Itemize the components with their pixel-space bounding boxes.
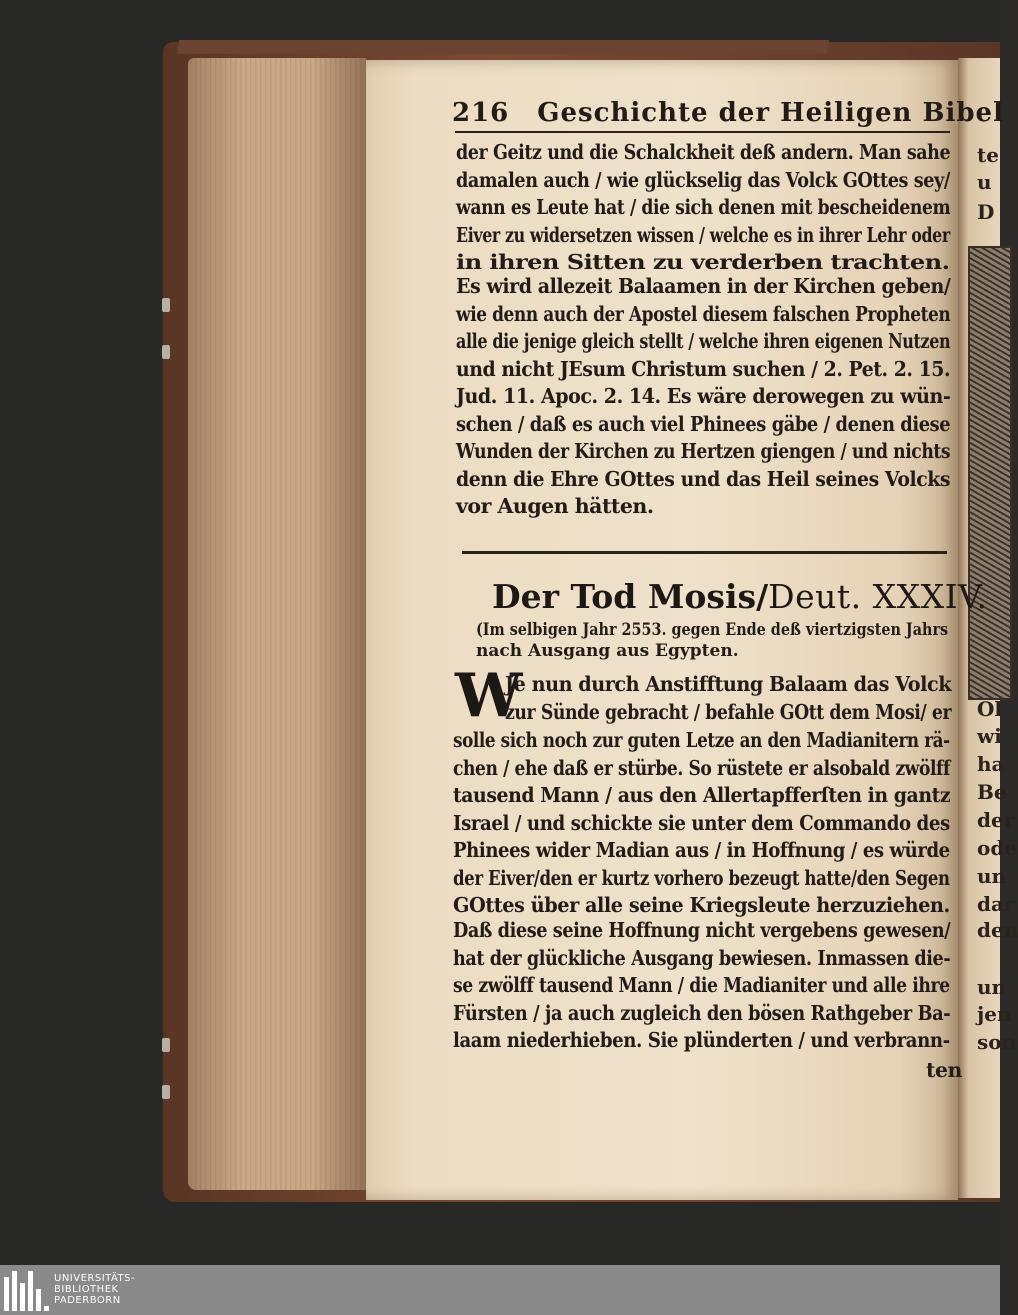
text-line: damalen auch / wie glückselig das Volck GOttes sey/	[456, 167, 950, 192]
right-page-text-fragment: dar	[977, 892, 1015, 916]
header-rule	[455, 131, 950, 133]
clasp-icon	[162, 1038, 170, 1052]
right-page-text-fragment: Be	[977, 780, 1007, 804]
right-page	[958, 58, 1003, 1198]
right-page-text-fragment: u	[977, 170, 992, 194]
text-line: Phinees wider Madian aus / in Hoffnung / es würde	[453, 838, 950, 862]
right-page-text-fragment: te	[977, 143, 999, 167]
text-line: tausend Mann / aus den Allertapfferſten in gantz	[453, 783, 951, 807]
catchword: ten	[926, 1058, 962, 1082]
text-line: GOttes über alle seine Kriegsleute herzuziehen.	[453, 893, 950, 917]
text-line: und nicht JEsum Christum suchen / 2. Pet. 2. 15.	[456, 356, 951, 381]
library-name-line: UNIVERSITÄTS-	[54, 1273, 136, 1284]
text-line: denn die Ehre GOttes und das Heil seines Volcks	[456, 466, 951, 491]
running-header	[452, 98, 1004, 128]
section-title-fraktur: Der Tod Mosis/	[492, 577, 769, 616]
page-edges	[188, 58, 366, 1190]
text-line: der Eiver/den er kurtz vorhero bezeugt hatte/den Segen	[453, 865, 950, 890]
right-page-text-fragment: ode	[977, 836, 1018, 860]
right-page-text-fragment: wi	[977, 724, 1002, 748]
text-line: hat der glückliche Ausgang bewiesen. Inmassen die-	[453, 945, 951, 970]
clasp-icon	[162, 298, 170, 312]
section-divider	[462, 551, 947, 554]
text-line: (Im selbigen Jahr 2553. gegen Ende deß viertzigsten Jahrs	[476, 620, 949, 640]
text-line: Israel / und schickte sie unter dem Commando des	[453, 810, 950, 835]
text-line: Es wird allezeit Balaamen in der Kirchen geben/	[456, 274, 951, 298]
text-line: wann es Leute hat / die sich denen mit bescheidenem	[456, 195, 951, 219]
text-line: chen / ehe daß er stürbe. So rüstete er alsobald zwölff	[453, 755, 950, 780]
text-line: Wunden der Kirchen zu Hertzen giengen / und nichts	[456, 439, 951, 463]
text-line: Eiver zu widersetzen wissen / welche es in ihrer Lehr oder	[456, 222, 950, 247]
right-page-text-fragment: Ol	[977, 697, 1003, 721]
right-page-text-fragment: den	[977, 918, 1018, 942]
library-name-line: PADERBORN	[54, 1295, 121, 1306]
text-line: se zwölff tausend Mann / die Madianiter und alle ihre	[453, 973, 950, 997]
right-page-text-fragment: jen	[977, 1002, 1012, 1026]
page-number: 216	[452, 98, 510, 128]
text-line: wie denn auch der Apostel diesem falschen Propheten	[456, 301, 951, 326]
library-footer	[0, 1265, 1000, 1315]
right-page-text-fragment: un	[977, 864, 1007, 888]
text-line: nach Ausgang aus Egypten.	[476, 641, 739, 661]
text-line: vor Augen hätten.	[456, 494, 654, 518]
drop-initial: W	[455, 661, 523, 731]
text-line: schen / daß es auch viel Phinees gäbe / denen diese	[456, 411, 951, 436]
text-line: der Geitz und die Schalckheit deß andern. Man sahe	[456, 140, 951, 164]
text-line: Fürsten / ja auch zugleich den bösen Rathgeber Ba-	[453, 1000, 951, 1025]
right-page-text-fragment: un	[977, 975, 1007, 999]
cover-edge	[177, 40, 829, 54]
woodcut-illustration	[968, 246, 1012, 700]
clasp-icon	[162, 1085, 170, 1099]
library-logo-icon	[4, 1271, 48, 1311]
section-title-reference: Deut. XXXIV.	[768, 577, 988, 616]
library-name	[54, 1273, 135, 1306]
library-name-line: BIBLIOTHEK	[54, 1284, 119, 1295]
text-line: Je nun durch Anstifftung Balaam das Volck	[505, 672, 952, 696]
right-page-text-fragment: der	[977, 808, 1015, 832]
clasp-icon	[162, 345, 170, 359]
text-line: Jud. 11. Apoc. 2. 14. Es wäre derowegen zu wün-	[456, 384, 951, 408]
text-line: zur Sünde gebracht / befahle GOtt dem Mosi/ er	[505, 699, 952, 724]
text-line: alle die jenige gleich stellt / welche ihren eigenen Nutzen	[456, 329, 951, 353]
text-line: solle sich noch zur guten Letze an den Madianitern rä-	[453, 728, 950, 752]
text-line: laam niederhieben. Sie plünderten / und verbrann-	[453, 1028, 950, 1052]
text-line: Daß diese seine Hoffnung nicht vergebens gewesen/	[453, 918, 951, 942]
text-line: in ihren Sitten zu verderben trachten.	[456, 250, 950, 274]
running-head: Geschichte der Heiligen Bibel	[537, 98, 1004, 128]
right-page-text-fragment: D	[977, 200, 995, 224]
right-page-text-fragment: ha	[977, 752, 1005, 776]
section-title	[492, 577, 988, 616]
right-page-text-fragment: son	[977, 1030, 1017, 1054]
